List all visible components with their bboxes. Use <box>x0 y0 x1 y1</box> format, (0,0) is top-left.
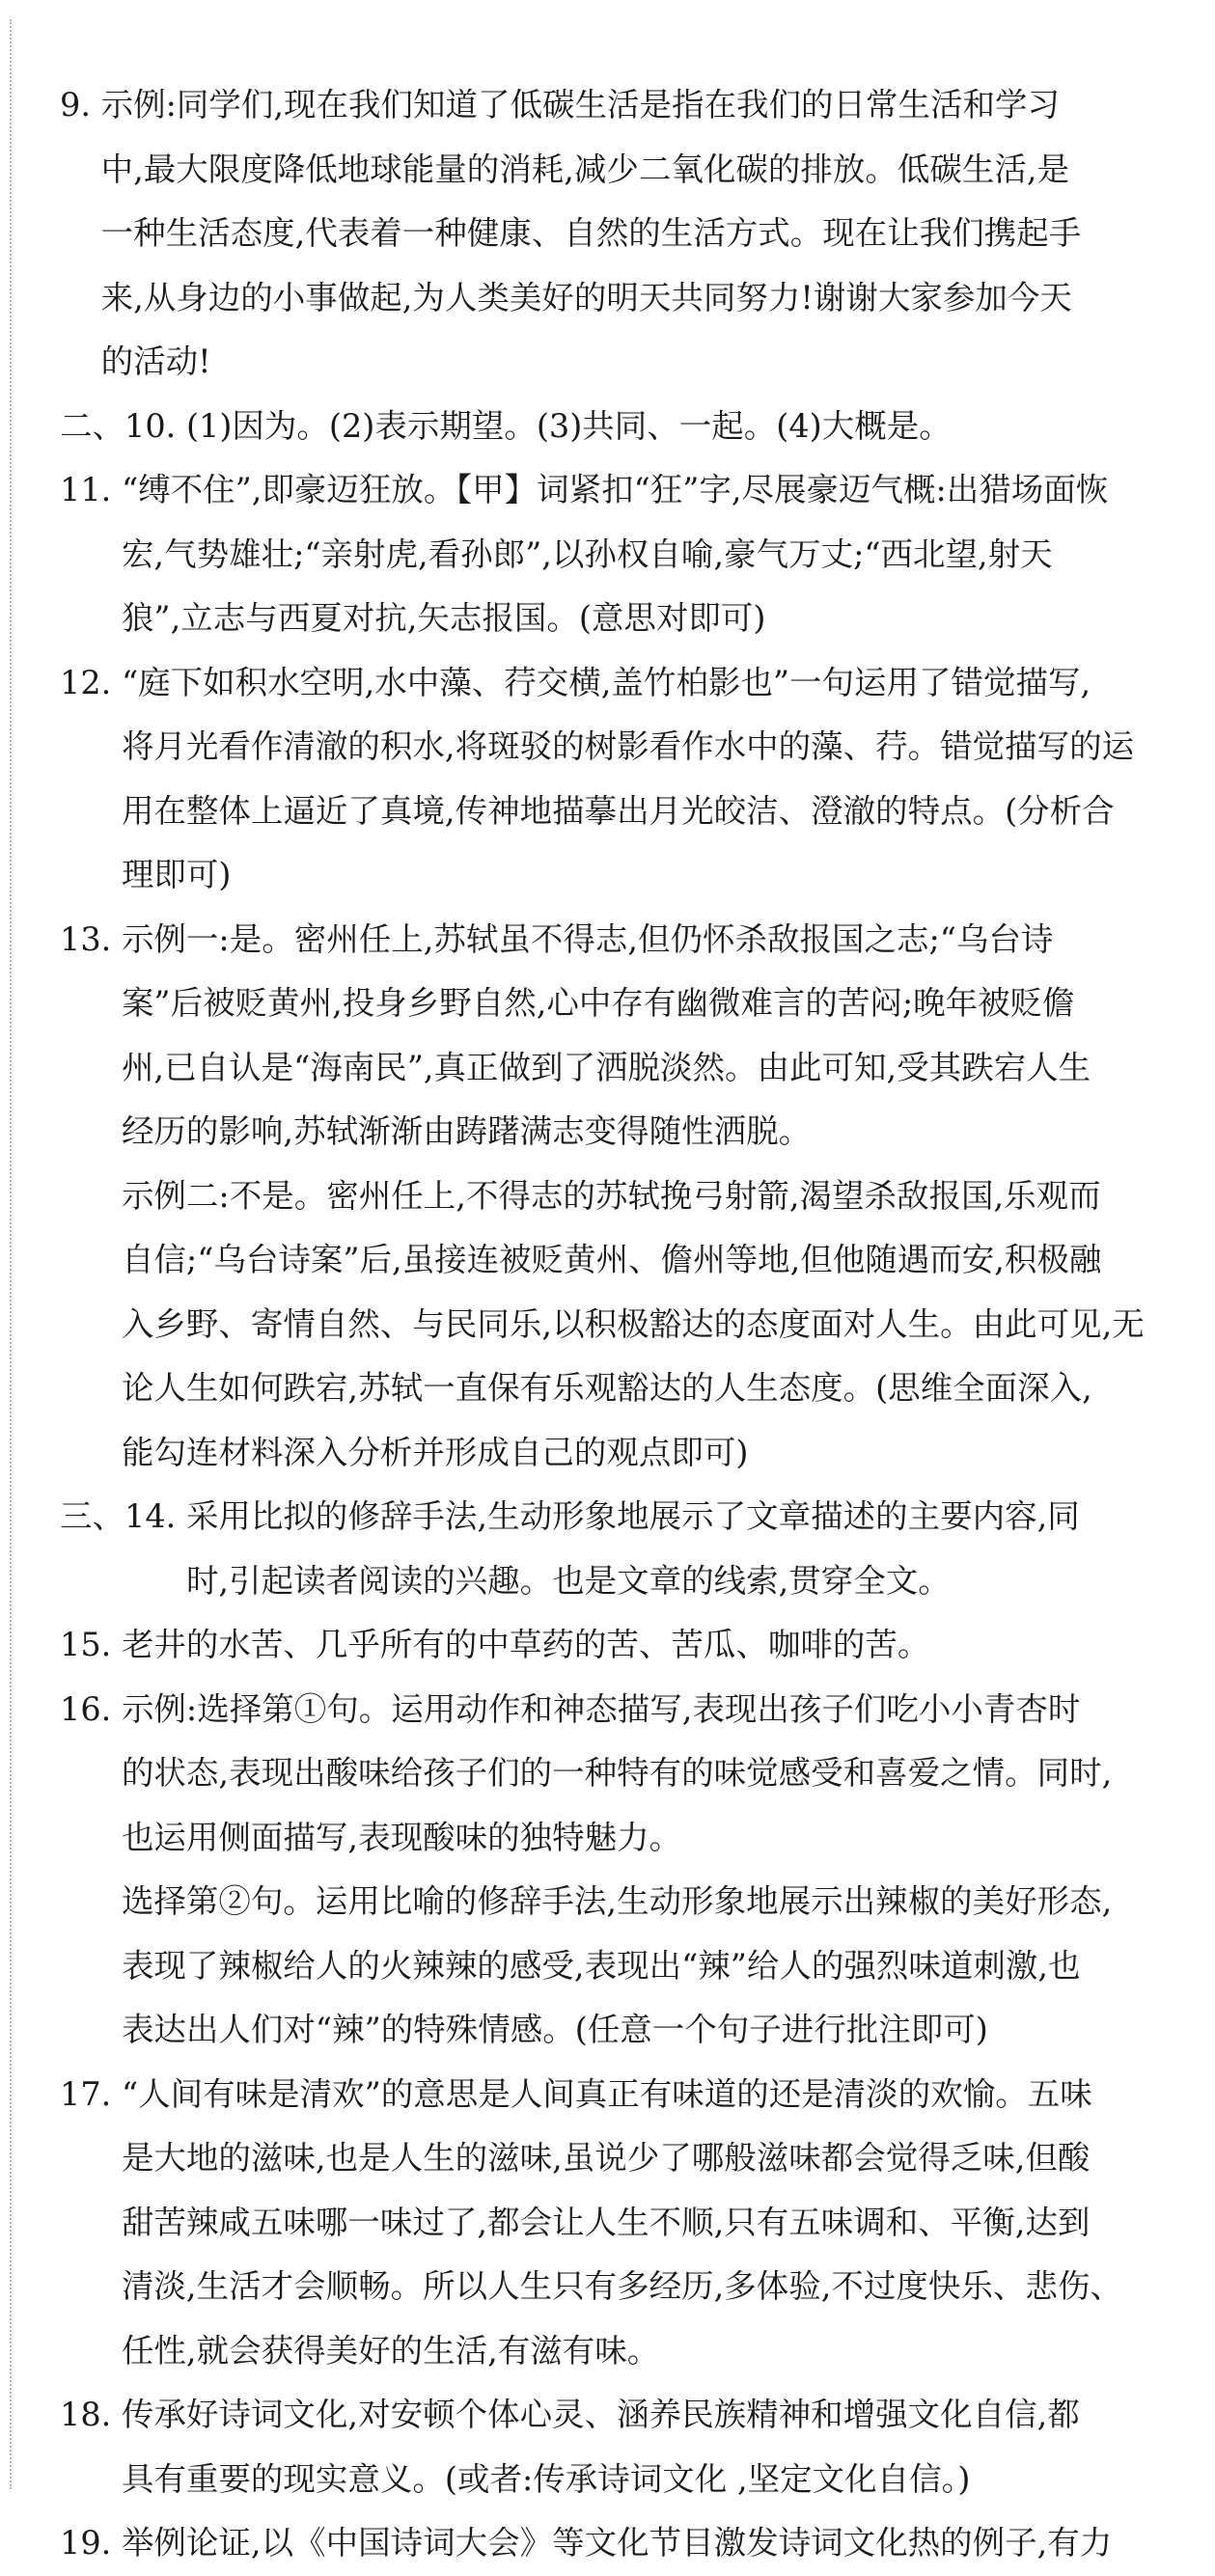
answer-line: “庭下如积水空明,水中藻、荇交横,盖竹柏影也”一句运用了错觉描写, <box>121 663 1091 701</box>
answer-line: “人间有味是清欢”的意思是人间真正有味道的还是清淡的欢愉。五味 <box>121 2074 1092 2113</box>
answer-line: 用在整体上逼近了真境,传神地描摹出月光皎洁、澄澈的特点。(分析合 <box>121 791 1115 830</box>
answer-line: 传承好诗词文化,对安顿个体心灵、涵养民族精神和增强文化自信,都 <box>121 2396 1080 2433</box>
answer-item <box>60 73 1150 395</box>
answer-line: 老井的水苦、几乎所有的中草药的苦、苦瓜、咖啡的苦。 <box>121 1626 930 1663</box>
question-number: 二、10. <box>60 406 186 445</box>
answer-item <box>60 1678 1150 2063</box>
answer-item <box>60 458 1150 651</box>
answer-line: 能勾连材料深入分析并形成自己的观点即可) <box>121 1433 749 1471</box>
answer-text <box>122 651 1150 908</box>
answer-text <box>186 395 1150 459</box>
answer-line: 案”后被贬黄州,投身乡野自然,心中存有幽微难言的苦闷;晚年被贬儋 <box>121 984 1075 1022</box>
question-number: 18. <box>60 2396 122 2433</box>
answer-item <box>60 908 1150 1486</box>
answer-line: 采用比拟的修辞手法,生动形象地展示了文章描述的主要内容,同 <box>185 1497 1080 1535</box>
answer-line: 宏,气势雄壮;“亲射虎,看孙郎”,以孙权自喻,豪气万丈;“西北望,射天 <box>121 534 1053 573</box>
answer-line: 表现了辣椒给人的火辣辣的感受,表现出“辣”给人的强烈味道刺激,也 <box>121 1946 1081 1985</box>
answer-content <box>60 73 1150 2576</box>
answer-line: 任性,就会获得美好的生活,有滋有味。 <box>121 2331 660 2370</box>
answer-line: 入乡野、寄情自然、与民同乐,以积极豁达的态度面对人生。由此可见,无 <box>121 1304 1145 1343</box>
answer-line: 一种生活态度,代表着一种健康、自然的生活方式。现在让我们携起手 <box>100 214 1082 252</box>
answer-text <box>186 1485 1150 1613</box>
question-number: 11. <box>60 471 122 508</box>
answer-text <box>122 908 1150 1486</box>
answer-line: 自信;“乌台诗案”后,虽接连被贬黄州、儋州等地,但他随遇而安,积极融 <box>121 1241 1102 1278</box>
answer-text <box>122 2383 1150 2511</box>
answer-line: 时,引起读者阅读的兴趣。也是文章的线索,贯穿全文。 <box>185 1561 951 1600</box>
answer-text <box>122 2511 1150 2576</box>
question-number: 12. <box>60 663 122 701</box>
answer-text <box>122 2063 1150 2384</box>
answer-line: 具有重要的现实意义。(或者:传承诗词文化 ,坚定文化自信。) <box>121 2459 971 2498</box>
answer-line: 示例一:是。密州任上,苏轼虽不得志,但仍怀杀敌报国之志;“乌台诗 <box>121 919 1054 958</box>
question-number: 16. <box>60 1689 122 1728</box>
answer-item <box>60 2063 1150 2384</box>
answer-line: 示例二:不是。密州任上,不得志的苏轼挽弓射箭,渴望杀敌报国,乐观而 <box>121 1176 1101 1215</box>
answer-line: 狼”,立志与西夏对抗,矢志报国。(意思对即可) <box>121 599 766 637</box>
question-number: 13. <box>60 919 122 958</box>
answer-line: 论人生如何跌宕,苏轼一直保有乐观豁达的人生态度。(思维全面深入, <box>121 1369 1092 1407</box>
answer-line: 来,从身边的小事做起,为人类美好的明天共同努力!谢谢大家参加今天 <box>100 278 1072 316</box>
answer-line: 的状态,表现出酸味给孩子们的一种特有的味觉感受和喜爱之情。同时, <box>121 1754 1113 1792</box>
answer-line: 经历的影响,苏轼渐渐由踌躇满志变得随性洒脱。 <box>121 1112 812 1150</box>
answer-line: 选择第②句。运用比喻的修辞手法,生动形象地展示出辣椒的美好形态, <box>121 1882 1113 1920</box>
question-number: 三、14. <box>60 1497 186 1535</box>
answer-text <box>122 458 1150 651</box>
answer-text <box>122 1613 1150 1678</box>
answer-line: “缚不住”,即豪迈狂放。【甲】词紧扣“狂”字,尽展豪迈气概:出猎场面恢 <box>121 471 1109 508</box>
question-number: 9. <box>60 86 101 123</box>
answer-line: 中,最大限度降低地球能量的消耗,减少二氧化碳的排放。低碳生活,是 <box>100 150 1070 188</box>
answer-text <box>101 73 1150 395</box>
answer-line: 州,已自认是“海南民”,真正做到了洒脱淡然。由此可知,受其跌宕人生 <box>121 1048 1091 1086</box>
answer-item <box>60 1485 1150 1613</box>
answer-item <box>60 2511 1150 2576</box>
answer-line: 是大地的滋味,也是人生的滋味,虽说少了哪般滋味都会觉得乏味,但酸 <box>121 2139 1091 2177</box>
answer-line: 将月光看作清澈的积水,将斑驳的树影看作水中的藻、荇。错觉描写的运 <box>121 727 1135 765</box>
answer-line: 举例论证,以《中国诗词大会》等文化节目激发诗词文化热的例子,有力 <box>121 2524 1113 2562</box>
answer-line: 表达出人们对“辣”的特殊情感。(任意一个句子进行批注即可) <box>121 2011 988 2048</box>
binding-edge-dotted-line <box>10 19 12 2489</box>
answer-item <box>60 395 1150 459</box>
question-number: 15. <box>60 1626 122 1663</box>
answer-line: 的活动! <box>100 343 211 380</box>
answer-line: 示例:同学们,现在我们知道了低碳生活是指在我们的日常生活和学习 <box>100 86 1061 123</box>
answer-line: 甜苦辣咸五味哪一味过了,都会让人生不顺,只有五味调和、平衡,达到 <box>121 2203 1091 2241</box>
answer-line: 也运用侧面描写,表现酸味的独特魅力。 <box>121 1818 682 1856</box>
answer-item <box>60 651 1150 908</box>
answer-text <box>122 1678 1150 2063</box>
answer-item <box>60 2383 1150 2511</box>
question-number: 19. <box>60 2524 122 2562</box>
answer-line: 清淡,生活才会顺畅。所以人生只有多经历,多体验,不过度快乐、悲伤、 <box>121 2267 1122 2305</box>
answer-line: 示例:选择第①句。运用动作和神态描写,表现出孩子们吃小小青杏时 <box>121 1689 1081 1728</box>
answer-line: 理即可) <box>121 856 232 893</box>
answer-item <box>60 1613 1150 1678</box>
answer-line: (1)因为。(2)表示期望。(3)共同、一起。(4)大概是。 <box>185 406 952 445</box>
question-number: 17. <box>60 2074 122 2113</box>
